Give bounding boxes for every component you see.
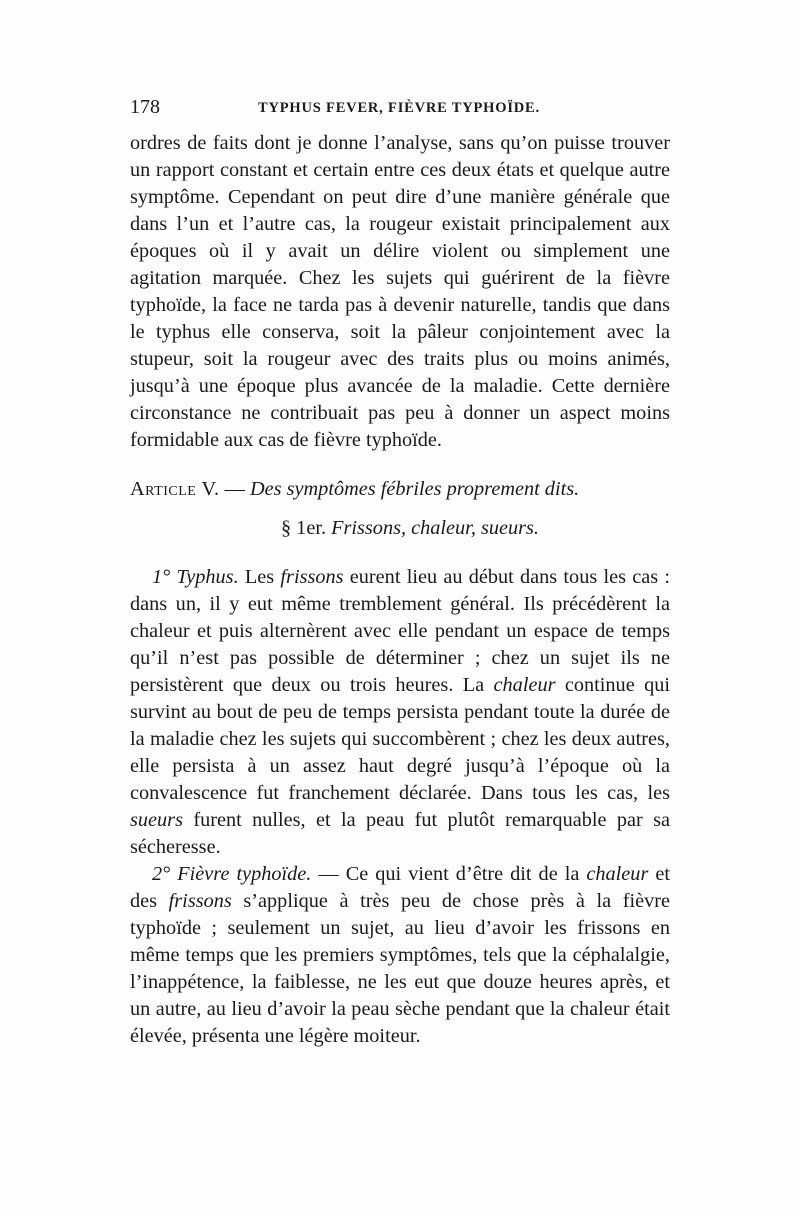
page-header <box>130 92 670 130</box>
section-label: § 1er. <box>280 517 327 539</box>
fievre-term-chaleur: chaleur <box>586 863 649 885</box>
article-label: Article V. <box>130 478 220 500</box>
fievre-lead: 2° Fièvre typhoïde. <box>152 863 312 885</box>
fievre-text-3: s’applique à très peu de chose près à la fièvre typhoïde ; seulement un sujet, au lieu d’avoir les frissons en même temps que les premiers symptômes, tels que la céphalalgie, l’inappétence, la faiblesse, ne les eut que douze heures après, et un autre, au lieu d’avoir la peau sèche pendant que la chaleur était élevée, présenta une légère moiteur. <box>130 890 670 1047</box>
typhus-term-chaleur: chaleur <box>493 674 556 696</box>
article-heading <box>130 476 670 503</box>
article-title: Des symptômes fébriles proprement dits. <box>250 478 580 500</box>
typhus-text-4: furent nulles, et la peau fut plutôt remarquable par sa sécheresse. <box>130 809 670 858</box>
book-page <box>130 92 670 1050</box>
typhus-lead: 1° Typhus. <box>152 566 239 588</box>
paragraph-continued: ordres de faits dont je donne l’analyse, sans qu’on puisse trouver un rapport constant et certain entre ces deux états et quelque autre symptôme. Cependant on peut dire d’une manière générale que dans l’un et l’autre cas, la rougeur existait principalement aux époques où il y avait un délire violent ou simplement une agitation marquée. Chez les sujets qui guérirent de la fièvre typhoïde, la face ne tarda pas à devenir naturelle, tandis que dans le typhus elle conserva, soit la pâleur conjointement avec la stupeur, soit la rougeur avec des traits plus ou moins animés, jusqu’à une époque plus avancée de la maladie. Cette dernière circonstance ne contribuait pas peu à donner un aspect moins formidable aux cas de fièvre typhoïde. <box>130 132 670 451</box>
article-dash: — <box>219 478 251 500</box>
section-heading <box>130 515 670 542</box>
typhus-term-sueurs: sueurs <box>130 809 183 831</box>
typhus-text-2: eurent lieu au début dans tous les cas : dans un, il y eut même tremblement général. Ils précédèrent la chaleur et puis alternèrent avec elle pendant un espace de temps qu’il n’est pas possible de déterminer ; chez un sujet ils ne persistèrent que deux ou trois heures. La <box>130 566 670 696</box>
section-title: Frissons, chaleur, sueurs. <box>331 517 540 539</box>
page-number: 178 <box>130 96 160 118</box>
fievre-term-frissons: frissons <box>168 890 232 912</box>
paragraph-typhus <box>130 564 670 861</box>
fievre-text-2: et des <box>130 863 671 912</box>
typhus-text-1: Les <box>238 566 281 588</box>
typhus-text-3: continue qui survint au bout de peu de temps persista pendant toute la durée de la maladie chez les sujets qui succombèrent ; chez les deux autres, elle persista à un assez haut degré jusqu’à l’époque où la convalescence fut franchement déclarée. Dans tous les cas, les <box>130 674 670 804</box>
running-title: TYPHUS FEVER, FIÈVRE TYPHOÏDE. <box>258 100 540 116</box>
fievre-text-1: — Ce qui vient d’être dit de la <box>311 863 587 885</box>
typhus-term-frissons: frissons <box>280 566 344 588</box>
paragraph-fievre-typhoide <box>130 861 670 1050</box>
